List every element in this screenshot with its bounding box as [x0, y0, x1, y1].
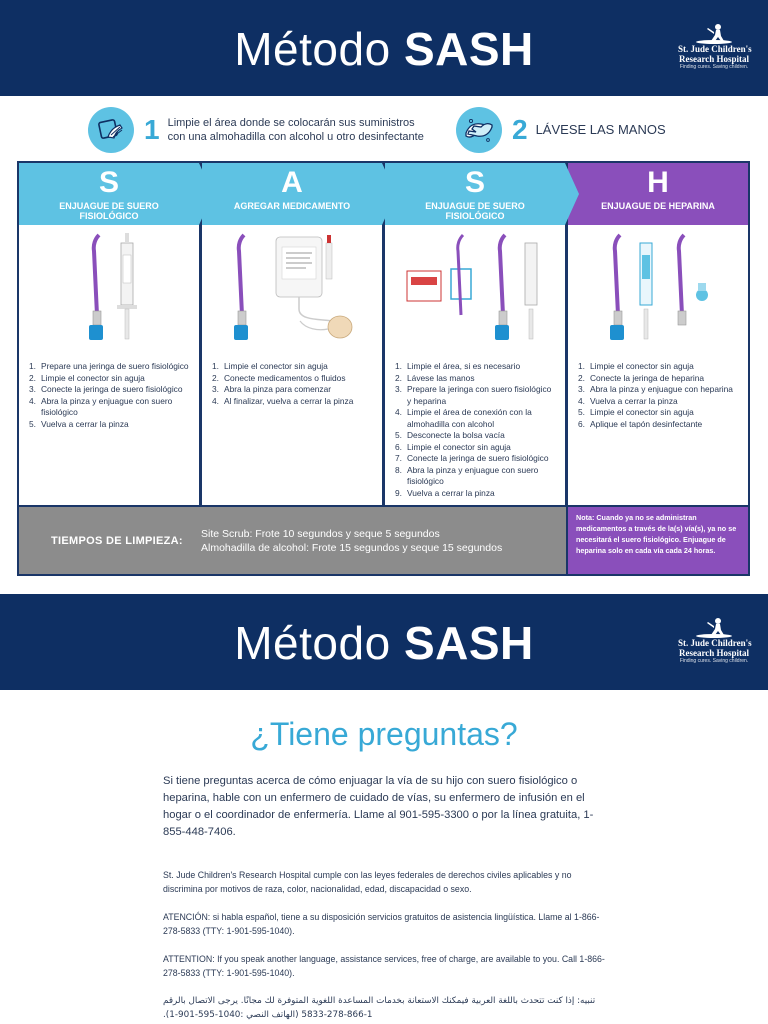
list-item: 3. Conecte la jeringa de suero fisiológico [29, 384, 183, 394]
column-header [385, 163, 565, 225]
list-item: 4. Limpie el área de conexión con la almohadilla con alcohol [395, 407, 532, 429]
column-header [19, 163, 199, 225]
wash-hands-icon [456, 107, 502, 153]
column-steps-list [385, 355, 565, 499]
column-label: ENJUAGUE DE HEPARINA [601, 201, 715, 211]
st-jude-logo [678, 616, 750, 674]
medication-bag-illustration [202, 225, 382, 355]
title-light: Método [234, 617, 391, 669]
list-item: 9. Vuelva a cerrar la pinza [395, 487, 495, 498]
column-letter: H [647, 166, 669, 199]
column-letter: A [281, 166, 303, 199]
list-item: 1. Limpie el conector sin aguja [578, 361, 694, 371]
list-item: 1. Prepare una jeringa de suero fisiológico [29, 361, 189, 371]
column-label: AGREGAR MEDICAMENTO [233, 201, 351, 211]
wipe-surface-icon [88, 107, 134, 153]
column-letter: S [464, 166, 485, 199]
cleaning-times-label: TIEMPOS DE LIMPIEZA: [51, 534, 183, 547]
list-item: 2. Limpie el conector sin aguja [29, 372, 145, 383]
cleaning-time-line: Site Scrub: Frote 10 segundos y seque 5 segundos [201, 527, 440, 540]
child-silhouette-icon [694, 616, 734, 638]
column-header [568, 163, 748, 225]
logo-tagline: Finding cures. Saving children. [679, 64, 749, 70]
column-steps-list [202, 355, 382, 407]
saline-flush-illustration [19, 225, 199, 355]
title-light: Método [234, 23, 391, 75]
list-item: 3. Prepare la jeringa con suero fisiológico y heparina [395, 384, 552, 406]
cleaning-time-line: Almohadilla de alcohol: Frote 15 segundos y seque 15 segundos [201, 541, 503, 554]
cleaning-times-bar [19, 507, 566, 574]
child-silhouette-icon [694, 22, 734, 44]
arabic-notice-text: تنبيه: إذا كنت تتحدث باللغة العربية فيمكنك الاستعانة بخدمات المساعدة اللغوية المتوفرة لك مجانًا. يرجى الاتصال بالرقم 1-866-278-5833 (الهاتف النصي :1040-595-901-1). [163, 996, 596, 1020]
page-title [0, 616, 768, 670]
list-item: 3. Abra la pinza y enjuague con heparina [578, 384, 733, 394]
intro-step-1 [88, 104, 428, 156]
attention-text: ATTENTION: If you speak another language, assistance services, free of charge, are available to you. Call 1-866-278-5833 (TTY: 1-901-595-1040). [163, 954, 605, 978]
questions-text: Si tiene preguntas acerca de cómo enjuagar la vía de su hijo con suero fisiológico o heparina, hable con un enfermero de cuidado de vías, su enfermero de infusión en el hogar o el coordinador de enfermería. Llame al 901-595-3300 o por la línea gratuita, 1-855-448-7406. [163, 775, 594, 838]
st-jude-logo [678, 22, 750, 80]
list-item: 1. Limpie el área, si es necesario [395, 361, 521, 371]
logo-name-line2: Research Hospital [678, 648, 750, 658]
list-item: 7. Conecte la jeringa de suero fisiológico [395, 453, 549, 463]
column-heparin [568, 163, 748, 505]
header-banner [0, 0, 768, 96]
arrow-right-icon [565, 163, 579, 225]
heparin-flush-illustration [568, 225, 748, 355]
list-item: 4. Al finalizar, vuelva a cerrar la pinza [212, 395, 354, 406]
page-title [0, 22, 768, 76]
heparin-note: Nota: Cuando ya no se administran medicamentos a través de la(s) vía(s), ya no se necesitará el suero fisiológico. Enjuague de heparina solo en cada vía cada 24 horas. [568, 507, 748, 574]
cleaning-times-text [201, 527, 502, 555]
logo-name-line1: St. Jude Children's [678, 638, 752, 648]
logo-name-line1: St. Jude Children's [678, 44, 752, 54]
column-saline-1 [19, 163, 199, 505]
column-saline-2 [385, 163, 565, 505]
header-banner-2 [0, 594, 768, 690]
list-item: 4. Vuelva a cerrar la pinza [578, 395, 678, 406]
list-item: 8. Abra la pinza y enjuague con suero fisiológico [395, 464, 539, 486]
list-item: 1. Limpie el conector sin aguja [212, 361, 328, 371]
title-bold: SASH [403, 23, 534, 75]
saline-flush-illustration [385, 225, 565, 355]
column-label: ENJUAGUE DE SUERO FISIOLÓGICO [425, 201, 525, 221]
sash-grid [17, 161, 750, 576]
nondiscrimination-text: St. Jude Children's Research Hospital cumple con las leyes federales de derechos civiles aplicables y no discrimina por motivos de raza, color, nacionalidad, edad, discapacidad o sexo. [163, 870, 572, 894]
column-steps-list [19, 355, 199, 430]
column-add-medication [202, 163, 382, 505]
list-item: 3. Abra la pinza para comenzar [212, 384, 332, 394]
list-item: 6. Aplique el tapón desinfectante [578, 418, 703, 429]
atencion-text: ATENCIÓN: si habla español, tiene a su disposición servicios gratuitos de asistencia lingüística. Llame al 1-866-278-5833 (TTY: 1-901-595-1040). [163, 912, 600, 936]
column-steps-list [568, 355, 748, 430]
column-letter: S [98, 166, 119, 199]
intro-step-1-text: Limpie el área donde se colocarán sus suministros con una almohadilla con alcohol u otro desinfectante [167, 117, 424, 143]
intro-step-2 [456, 104, 716, 156]
list-item: 6. Limpie el conector sin aguja [395, 441, 511, 452]
list-item: 2. Conecte la jeringa de heparina [578, 372, 705, 383]
list-item: 5. Desconecte la bolsa vacía [395, 430, 505, 440]
title-bold: SASH [403, 617, 534, 669]
list-item: 2. Conecte medicamentos o fluidos [212, 372, 346, 383]
logo-tagline: Finding cures. Saving children. [679, 658, 749, 664]
list-item: 5. Limpie el conector sin aguja [578, 407, 694, 417]
intro-step-2-number: 2 [512, 114, 528, 145]
arrow-right-icon [199, 163, 213, 225]
arrow-right-icon [382, 163, 396, 225]
list-item: 2. Lávese las manos [395, 372, 475, 383]
column-header [202, 163, 382, 225]
intro-step-2-text: LÁVESE LAS MANOS [535, 122, 666, 137]
column-label: ENJUAGUE DE SUERO FISIOLÓGICO [59, 201, 159, 221]
questions-heading: ¿Tiene preguntas? [250, 716, 518, 752]
list-item: 4. Abra la pinza y enjuague con suero fisiológico [29, 395, 173, 417]
logo-name-line2: Research Hospital [678, 54, 750, 64]
list-item: 5. Vuelva a cerrar la pinza [29, 418, 129, 429]
intro-step-1-number: 1 [144, 114, 160, 145]
